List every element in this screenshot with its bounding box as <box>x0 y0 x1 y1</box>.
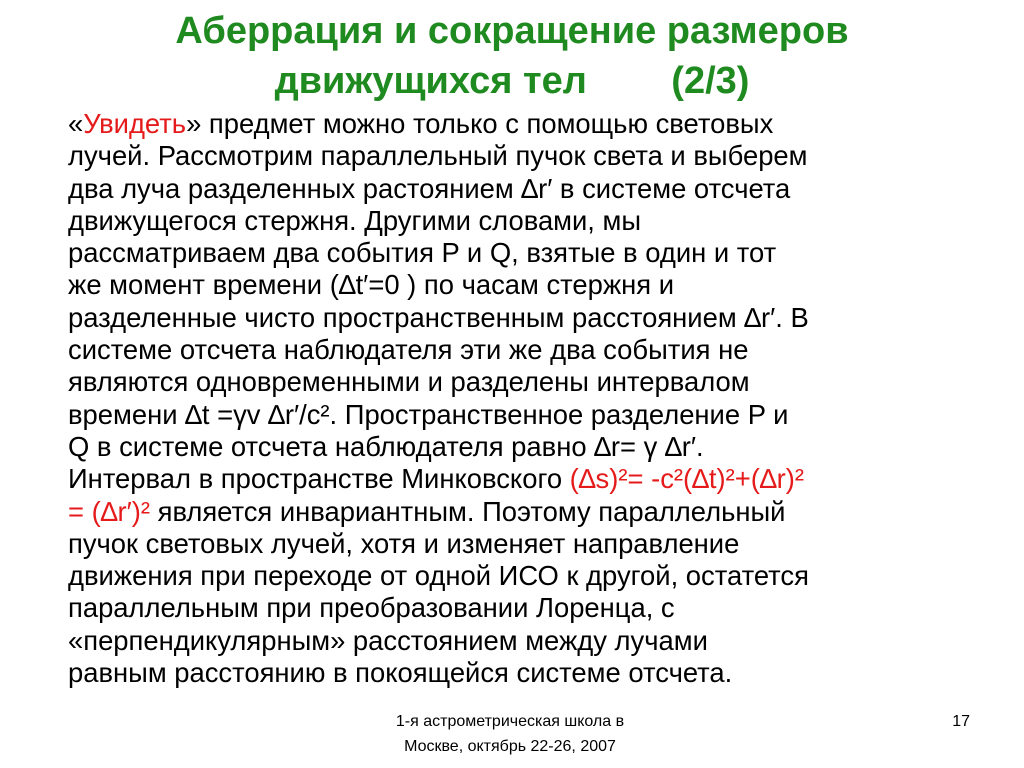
interval-formula: (∆s)²= -c²(∆t)²+(∆r)² <box>569 463 805 495</box>
body-line-14: пучок световых лучей, хотя и изменяет направление <box>68 527 740 559</box>
open-quote: « <box>68 108 84 139</box>
footer-line-2: Москве, октябрь 22-26, 2007 <box>404 738 616 755</box>
title-line-2: движущихся тел (2/3) <box>274 60 750 102</box>
interval-formula-end: = (∆r′)² <box>68 495 150 527</box>
body-line-9: являются одновременными и разделены интервалом <box>68 366 750 398</box>
body-line-18: равным расстоянию в покоящейся системе отсчета. <box>68 657 733 689</box>
body-line-12-text: Интервал в пространстве Минковского <box>68 463 570 495</box>
body-line-10: времени ∆t =γv ∆r′/c². Пространственное разделение P и <box>68 398 789 430</box>
slide-footer <box>340 709 680 759</box>
footer-line-1: 1-я астрометрическая школа в <box>395 713 625 730</box>
body-line-8: системе отсчета наблюдателя эти же два события не <box>68 334 749 366</box>
body-line-1 <box>68 108 1008 140</box>
body-line-11: Q в системе отсчета наблюдателя равно ∆r= γ ∆r′. <box>68 430 704 462</box>
page-number: 17 <box>952 713 970 730</box>
body-line-15: движения при переходе от одной ИСО к другой, остатется <box>68 560 809 592</box>
body-line-13 <box>68 496 1008 528</box>
body-line-2: лучей. Рассмотрим параллельный пучок света и выберем <box>68 140 808 172</box>
title-line-1: Аберрация и сокращение размеров <box>175 10 849 52</box>
body-line-5: рассматриваем два события P и Q, взятые в один и тот <box>68 237 777 269</box>
body-line-3: два луча разделенных растоянием ∆r′ в системе отсчета <box>68 172 791 204</box>
body-line-13-rest: является инвариантным. Поэтому параллельный <box>150 495 786 527</box>
body-line-12 <box>68 463 1008 495</box>
highlight-word: Увидеть <box>83 108 187 139</box>
slide-body <box>68 108 1008 689</box>
body-line-16: параллельным при преобразовании Лоренца, с <box>68 592 675 624</box>
body-line-17: «перпендикулярным» расстоянием между лучами <box>68 624 708 656</box>
body-line-4: движущегося стержня. Другими словами, мы <box>68 204 642 236</box>
body-line-1-rest: » предмет можно только с помощью световых <box>186 108 774 139</box>
body-line-6: же момент времени (∆t′=0 ) по часам стержня и <box>68 269 675 301</box>
body-line-7: разделенные чисто пространственным расстоянием ∆r′. В <box>68 301 809 333</box>
slide-title <box>0 6 1024 106</box>
